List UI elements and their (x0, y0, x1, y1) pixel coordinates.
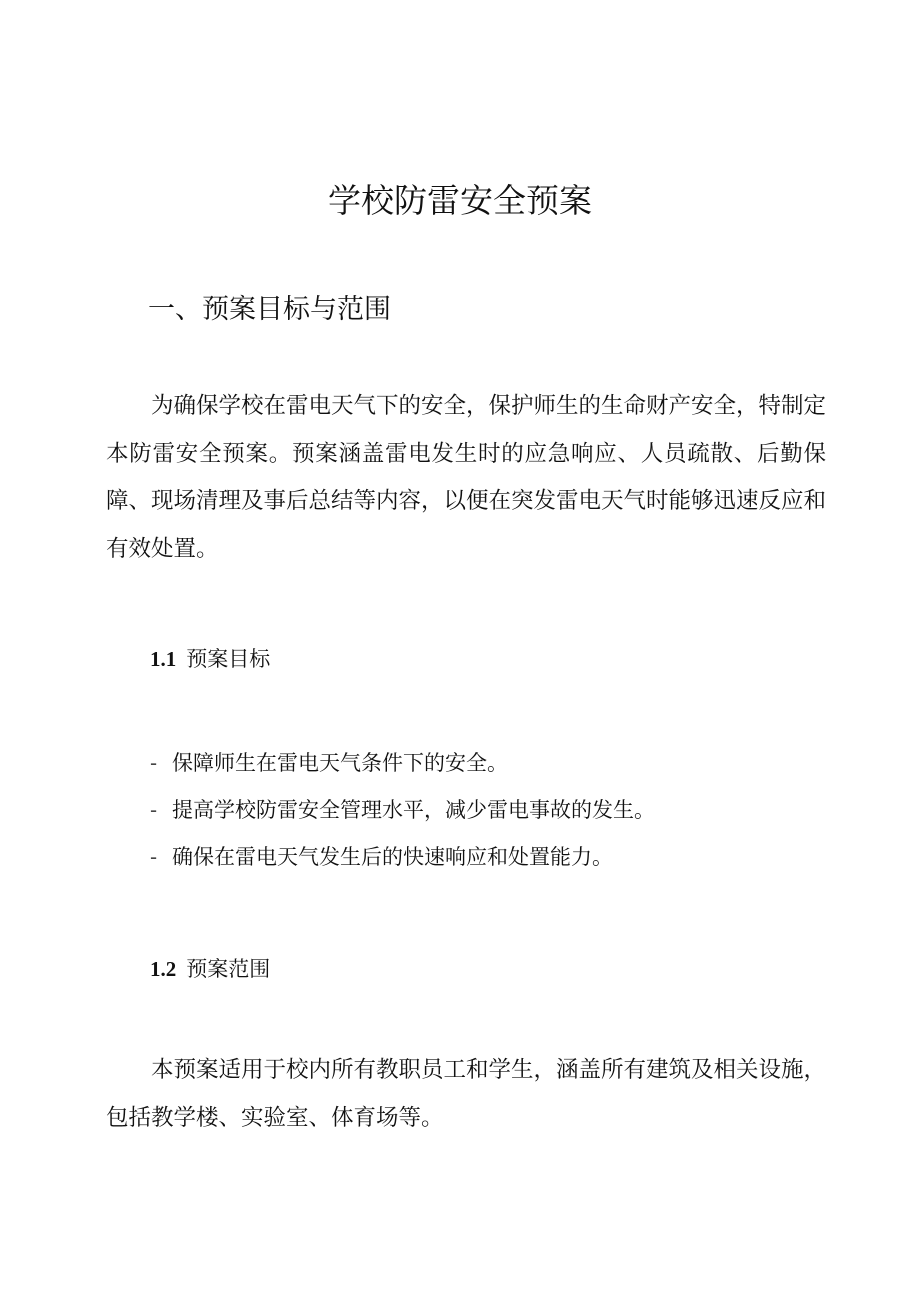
list-item (150, 740, 655, 787)
list-item (150, 787, 655, 834)
section-heading-goals-and-scope: 一、预案目标与范围 (148, 294, 391, 325)
subsection-number: 1.2 (150, 957, 177, 981)
subsection-number: 1.1 (150, 647, 177, 671)
bullet-dash: - (150, 845, 158, 869)
intro-paragraph: 为确保学校在雷电天气下的安全，保护师生的生命财产安全，特制定本防雷安全预案。预案涵盖雷电发生时的应急响应、人员疏散、后勤保障、现场清理及事后总结等内容，以便在突发雷电天气时能够迅速反应和有效处置。 (106, 393, 827, 562)
subsection-heading-scope (150, 951, 270, 987)
scope-paragraph: 本预案适用于校内所有教职员工和学生，涵盖所有建筑及相关设施，包括教学楼、实验室、体育场等。 (106, 1057, 827, 1131)
subsection-title: 预案目标 (186, 647, 271, 671)
list-item-text: 提高学校防雷安全管理水平，减少雷电事故的发生。 (172, 798, 655, 822)
list-item (150, 834, 655, 881)
list-item-text: 保障师生在雷电天气条件下的安全。 (172, 751, 508, 775)
goal-list (150, 740, 655, 881)
bullet-dash: - (150, 798, 158, 822)
bullet-dash: - (150, 751, 158, 775)
list-item-text: 确保在雷电天气发生后的快速响应和处置能力。 (172, 845, 613, 869)
subsection-heading-goal (150, 641, 270, 677)
subsection-title: 预案范围 (186, 957, 271, 981)
document-title: 学校防雷安全预案 (328, 181, 592, 220)
